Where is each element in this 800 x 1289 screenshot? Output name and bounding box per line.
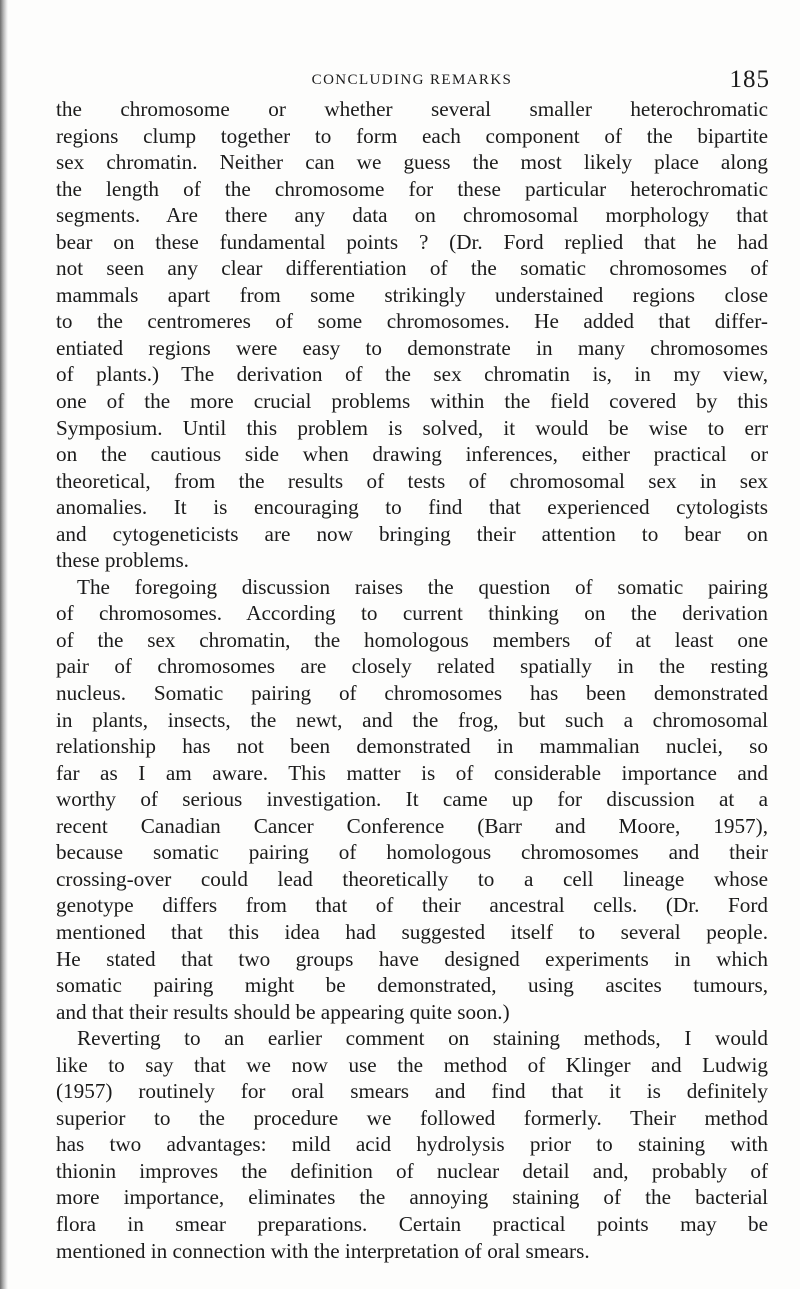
text-line: because somatic pairing of homologous chromosomes and their: [56, 840, 768, 865]
text-line: entiated regions were easy to demonstrate in many chromosomes: [56, 335, 768, 360]
text-line: like to say that we now use the method of Klinger and Ludwig: [56, 1052, 768, 1077]
text-line: and that their results should be appearing quite soon.): [56, 999, 510, 1024]
text-line: has two advantages: mild acid hydrolysis prior to staining with: [56, 1132, 768, 1157]
text-line: somatic pairing might be demonstrated, using ascites tumours,: [56, 973, 768, 998]
text-line: pair of chromosomes are closely related spatially in the resting: [56, 654, 768, 679]
text-line: in plants, insects, the newt, and the frog, but such a chromosomal: [56, 707, 768, 732]
page-header: [54, 66, 770, 96]
text-line: mentioned that this idea had suggested itself to several people.: [56, 919, 768, 944]
text-line: of the sex chromatin, the homologous members of at least one: [56, 627, 768, 652]
text-line: He stated that two groups have designed experiments in which: [56, 946, 768, 971]
paragraph-staining-methods: [56, 1025, 768, 1264]
text-line: recent Canadian Cancer Conference (Barr and Moore, 1957),: [56, 813, 768, 838]
paragraph-continuation: [56, 96, 768, 574]
text-line: superior to the procedure we followed formerly. Their method: [56, 1105, 768, 1130]
text-line: (1957) routinely for oral smears and find that it is definitely: [56, 1079, 768, 1104]
text-line: crossing-over could lead theoretically to a cell lineage whose: [56, 866, 768, 891]
text-line: the chromosome or whether several smaller heterochromatic: [56, 97, 768, 121]
text-line: on the cautious side when drawing inferences, either practical or: [56, 442, 768, 467]
text-line: segments. Are there any data on chromosomal morphology that: [56, 203, 768, 228]
text-line: theoretical, from the results of tests of chromosomal sex in sex: [56, 468, 768, 493]
text-line: genotype differs from that of their ancestral cells. (Dr. Ford: [56, 893, 768, 918]
book-spine-shadow: [0, 0, 8, 1289]
text-line: these problems.: [56, 548, 189, 573]
text-line: mammals apart from some strikingly understained regions close: [56, 282, 768, 307]
text-line: Symposium. Until this problem is solved, it would be wise to err: [56, 415, 768, 440]
text-line: one of the more crucial problems within the field covered by this: [56, 389, 768, 414]
body-text: [56, 96, 768, 1264]
paragraph-somatic-pairing: [56, 574, 768, 1025]
page-number: 185: [729, 66, 770, 93]
text-line: anomalies. It is encouraging to find that experienced cytologists: [56, 495, 768, 520]
text-line: to the centromeres of some chromosomes. He added that differ-: [56, 309, 768, 334]
text-line: the length of the chromosome for these particular heterochromatic: [56, 176, 768, 201]
text-line: thionin improves the definition of nuclear detail and, probably of: [56, 1158, 768, 1183]
text-line: The foregoing discussion raises the question of somatic pairing: [77, 574, 768, 599]
text-line: and cytogeneticists are now bringing their attention to bear on: [56, 521, 768, 546]
text-line: nucleus. Somatic pairing of chromosomes has been demonstrated: [56, 681, 768, 706]
text-line: of plants.) The derivation of the sex chromatin is, in my view,: [56, 362, 768, 387]
text-line: relationship has not been demonstrated in mammalian nuclei, so: [56, 734, 768, 759]
text-line: of chromosomes. According to current thinking on the derivation: [56, 601, 768, 626]
text-line: more importance, eliminates the annoying staining of the bacterial: [56, 1185, 768, 1210]
text-line: sex chromatin. Neither can we guess the most likely place along: [56, 150, 768, 175]
text-line: far as I am aware. This matter is of considerable importance and: [56, 760, 768, 785]
text-line: worthy of serious investigation. It came up for discussion at a: [56, 787, 768, 812]
text-line: bear on these fundamental points ? (Dr. Ford replied that he had: [56, 229, 768, 254]
text-line: flora in smear preparations. Certain practical points may be: [56, 1211, 768, 1236]
running-title: CONCLUDING REMARKS: [311, 72, 513, 88]
text-line: not seen any clear differentiation of the somatic chromosomes of: [56, 256, 768, 281]
text-line: regions clump together to form each component of the bipartite: [56, 123, 768, 148]
text-line: Reverting to an earlier comment on staining methods, I would: [77, 1026, 768, 1051]
text-line: mentioned in connection with the interpretation of oral smears.: [56, 1238, 590, 1263]
